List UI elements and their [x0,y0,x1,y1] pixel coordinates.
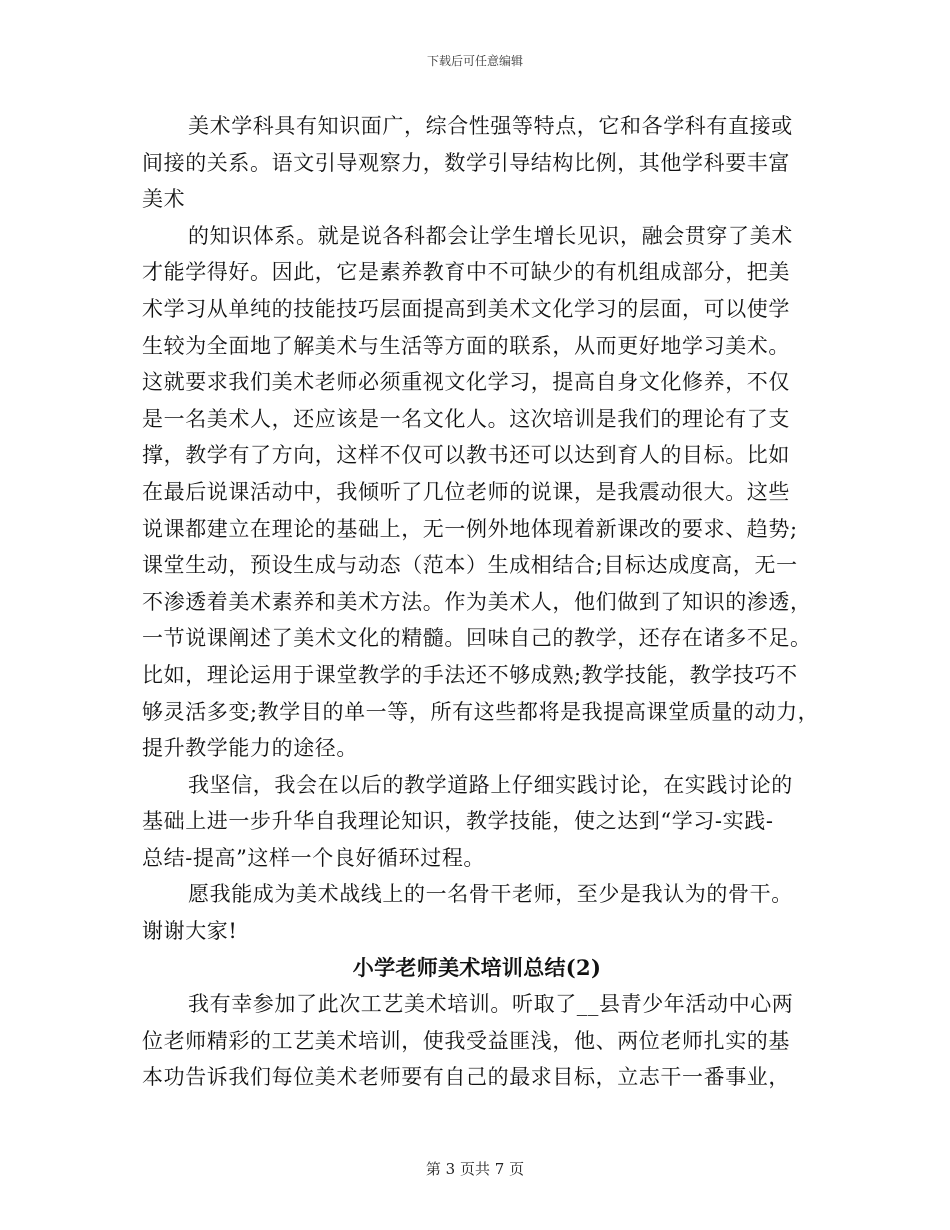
paragraph-line: 我坚信，我会在以后的教学道路上仔细实践讨论，在实践讨论的 [188,772,793,797]
section-heading: 小学老师美术培训总结(2) [352,954,602,980]
paragraph-line: 撑，教学有了方向，这样不仅可以教书还可以达到育人的目标。比如 [142,443,790,468]
paragraph-line: 提升教学能力的途径。 [142,736,358,761]
paragraph-line: 才能学得好。因此，它是素养教育中不可缺少的有机组成部分，把美 [142,260,790,285]
paragraph-line: 愿我能成为美术战线上的一名骨干老师，至少是我认为的骨干。 [188,882,793,907]
paragraph-line: 比如，理论运用于课堂教学的手法还不够成熟;教学技能，教学技巧不 [142,662,798,687]
paragraph-line: 在最后说课活动中，我倾听了几位老师的说课，是我震动很大。这些 [142,479,790,504]
paragraph-line: 间接的关系。语文引导观察力，数学引导结构比例，其他学科要丰富 [142,150,790,175]
paragraph-line: 生较为全面地了解美术与生活等方面的联系，从而更好地学习美术。 [142,333,790,358]
header-note: 下载后可任意编辑 [426,54,523,68]
paragraph-line: 基础上进一步升华自我理论知识，教学技能，使之达到“学习-实践- [142,809,774,834]
document-body [142,108,820,1096]
paragraph-line: 够灵活多变;教学目的单一等，所有这些都将是我提高课堂质量的动力， [142,699,820,724]
paragraph-line: 是一名美术人，还应该是一名文化人。这次培训是我们的理论有了支 [142,406,790,431]
paragraph-line: 的知识体系。就是说各科都会让学生增长见识，融会贯穿了美术 [188,223,793,248]
paragraph-line: 位老师精彩的工艺美术培训，使我受益匪浅，他、两位老师扎实的基 [142,1028,790,1053]
paragraph-line: 课堂生动，预设生成与动态（范本）生成相结合;目标达成度高，无一 [142,553,798,578]
paragraph-line: 谢谢大家! [142,919,238,944]
paragraph-line: 一节说课阐述了美术文化的精髓。回味自己的教学，还存在诸多不足。 [142,626,812,651]
paragraph-line: 这就要求我们美术老师必须重视文化学习，提高自身文化修养，不仅 [142,370,790,395]
paragraph-line: 说课都建立在理论的基础上，无一例外地体现着新课改的要求、趋势; [142,516,798,541]
paragraph-line: 美术 [142,187,186,212]
paragraph-line: 术学习从单纯的技能技巧层面提高到美术文化学习的层面，可以使学 [142,296,790,321]
paragraph-line: 不渗透着美术素养和美术方法。作为美术人，他们做到了知识的渗透， [142,589,812,614]
paragraph-line: 我有幸参加了此次工艺美术培训。听取了__县青少年活动中心两 [188,992,794,1017]
paragraph-line: 美术学科具有知识面广，综合性强等特点，它和各学科有直接或 [188,114,793,138]
paragraph-line: 本功告诉我们每位美术老师要有自己的最求目标，立志干一番事业， [142,1065,790,1090]
page-number: 第 3 页共 7 页 [425,1160,525,1178]
paragraph-line: 总结-提高”这样一个良好循环过程。 [142,845,486,870]
